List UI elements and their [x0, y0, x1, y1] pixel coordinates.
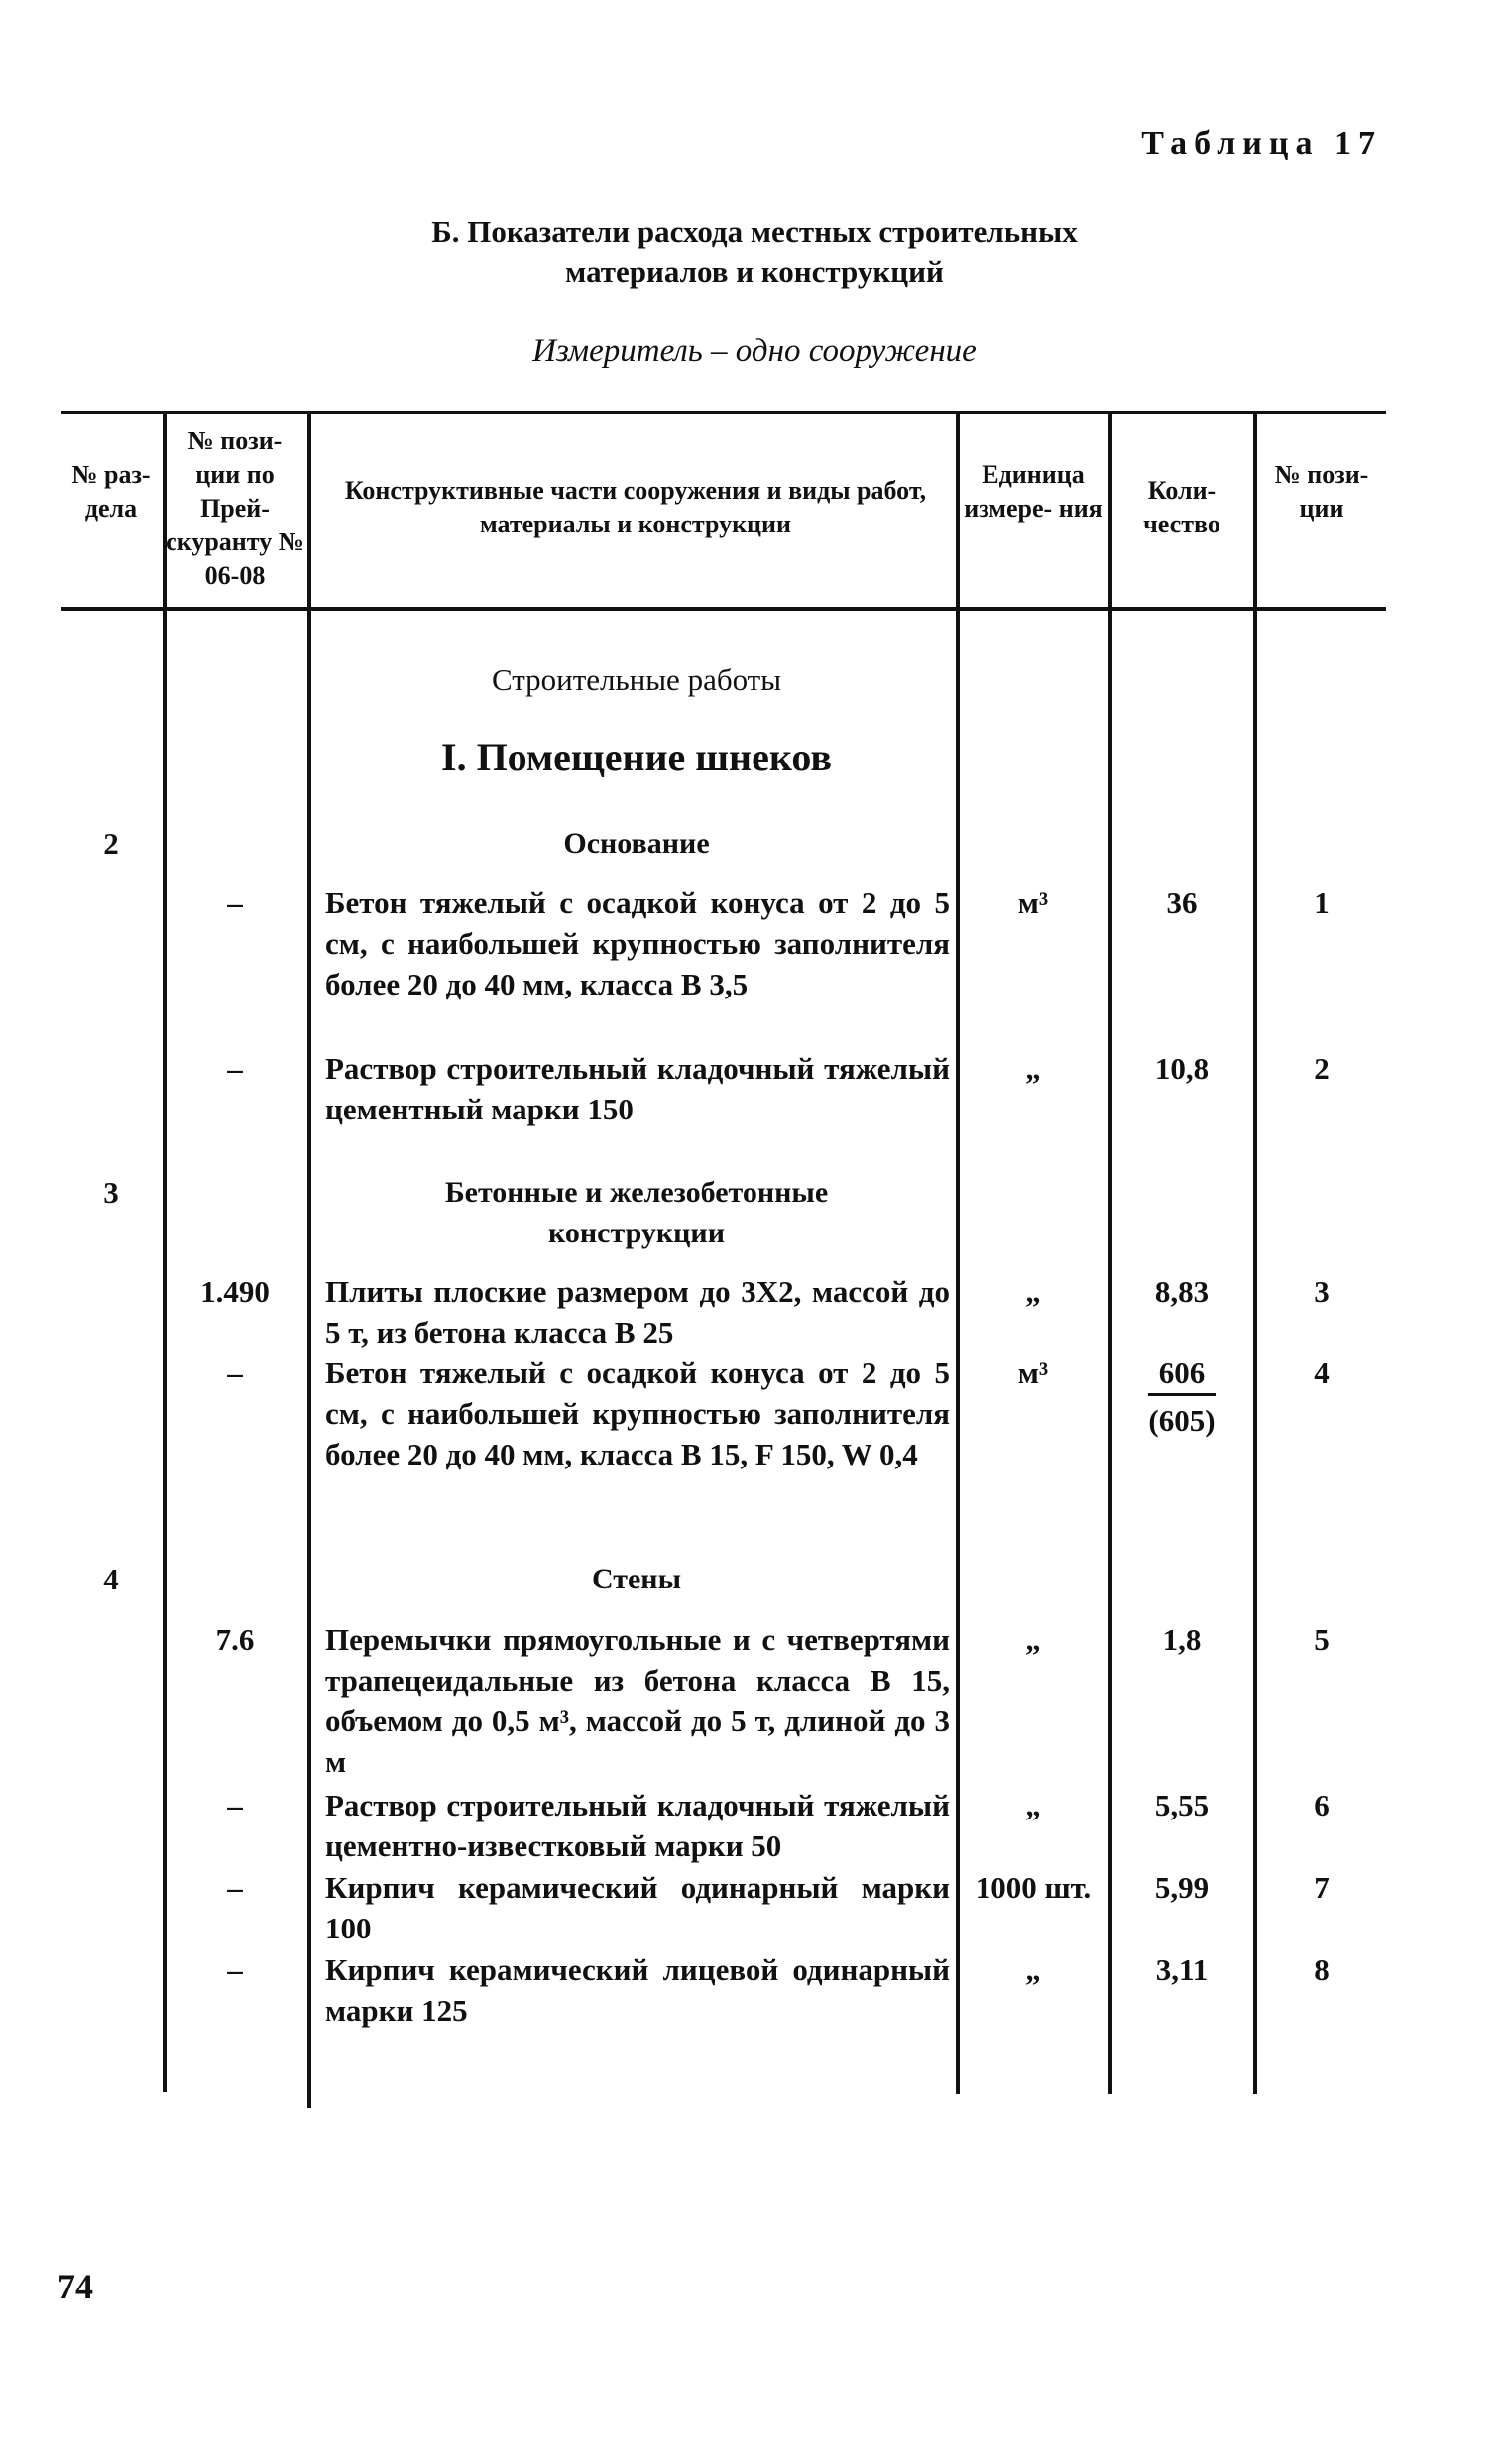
row-unit: м³ — [1017, 1355, 1049, 1390]
section-title: Основание — [563, 827, 710, 860]
row-quantity: 8,83 — [1154, 1274, 1210, 1309]
row-code: 1.490 — [200, 1274, 270, 1309]
page-number: 74 — [58, 2267, 93, 2306]
row-code: – — [227, 1051, 243, 1086]
row-quantity: 3,11 — [1155, 1952, 1209, 1987]
row-position: 2 — [1314, 1051, 1330, 1086]
row-description: Кирпич керамический одинарный марки 100 — [325, 1870, 950, 1945]
table-title-line-1: Б. Показатели расхода местных строительных — [431, 214, 1078, 249]
section-title: Бетонные и железобетонные конструкции — [444, 1176, 829, 1249]
row-quantity: 5,99 — [1154, 1870, 1210, 1905]
row-position: 1 — [1314, 885, 1330, 920]
row-code: – — [227, 1952, 243, 1987]
row-unit: „ — [1025, 1274, 1041, 1309]
row-position: 3 — [1314, 1274, 1330, 1309]
section-number: 3 — [103, 1175, 119, 1210]
row-description: Кирпич керамический лицевой одинарный марки 125 — [325, 1952, 950, 2028]
row-position: 5 — [1314, 1622, 1330, 1657]
room-title: I. Помещение шнеков — [441, 735, 832, 779]
row-code: – — [227, 885, 243, 920]
row-unit: „ — [1025, 1788, 1041, 1822]
work-title: Строительные работы — [491, 662, 782, 697]
row-quantity: 10,8 — [1154, 1051, 1210, 1086]
col-divider-4 — [1108, 412, 1112, 2094]
header-bottom-rule — [61, 607, 1386, 611]
row-description: Плиты плоские размером до 3Х2, массой до 5 т, из бетона класса В 25 — [325, 1274, 950, 1349]
row-description: Раствор строительный кладочный тяжелый цементно-известковый марки 50 — [325, 1788, 950, 1863]
table-title-line-2: материалов и конструкций — [565, 254, 944, 289]
row-description: Бетон тяжелый с осадкой конуса от 2 до 5 см, с наибольшей крупностью заполнителя более 20 до 40 мм, класса В 3,5 — [325, 885, 950, 1001]
row-position: 8 — [1314, 1952, 1330, 1987]
row-code: – — [227, 1355, 243, 1390]
row-quantity: 1,8 — [1162, 1622, 1202, 1657]
header-quantity: Коли- чество — [1143, 476, 1220, 538]
row-code: 7.6 — [215, 1622, 255, 1657]
row-position: 6 — [1314, 1788, 1330, 1822]
col-divider-5 — [1253, 412, 1257, 2094]
row-unit: „ — [1025, 1952, 1041, 1987]
section-title: Стены — [591, 1563, 682, 1595]
header-price-position: № пози- ции по Прей- скуранту № 06-08 — [166, 426, 304, 590]
row-unit: „ — [1025, 1622, 1041, 1657]
header-unit: Единица измере- ния — [964, 460, 1103, 523]
row-quantity: 606 — [1148, 1352, 1215, 1396]
row-quantity: 5,55 — [1154, 1788, 1210, 1822]
measurer-note: Измеритель – одно сооружение — [532, 333, 977, 369]
table-label: Таблица 17 — [1141, 125, 1382, 162]
row-position: 4 — [1314, 1355, 1330, 1390]
row-quantity-fraction — [1112, 1352, 1251, 1441]
row-description: Бетон тяжелый с осадкой конуса от 2 до 5 см, с наибольшей крупностью заполнителя более 20 до 40 мм, класса В 15, F 150, W 0,4 — [325, 1355, 950, 1471]
row-unit: 1000 шт. — [975, 1870, 1092, 1905]
header-description: Конструктивные части сооружения и виды работ, материалы и конструкции — [344, 476, 927, 538]
row-unit: „ — [1025, 1051, 1041, 1086]
row-quantity-alt: (605) — [1148, 1403, 1216, 1438]
header-section-number: № раз- дела — [71, 460, 151, 523]
section-number: 2 — [103, 826, 119, 861]
row-position: 7 — [1314, 1870, 1330, 1905]
table-top-rule — [61, 411, 1386, 414]
row-quantity: 36 — [1166, 885, 1198, 920]
section-number: 4 — [103, 1562, 119, 1596]
row-code: – — [227, 1788, 243, 1822]
row-unit: м³ — [1017, 885, 1049, 920]
row-description: Раствор строительный кладочный тяжелый цементный марки 150 — [325, 1051, 950, 1126]
row-code: – — [227, 1870, 243, 1905]
row-description: Перемычки прямоугольные и с четвертями трапецеидальные из бетона класса В 15, объемом до 0,5 м³, массой до 5 т, длиной до 3 м — [325, 1622, 950, 1779]
header-position-number: № пози- ции — [1274, 460, 1369, 523]
